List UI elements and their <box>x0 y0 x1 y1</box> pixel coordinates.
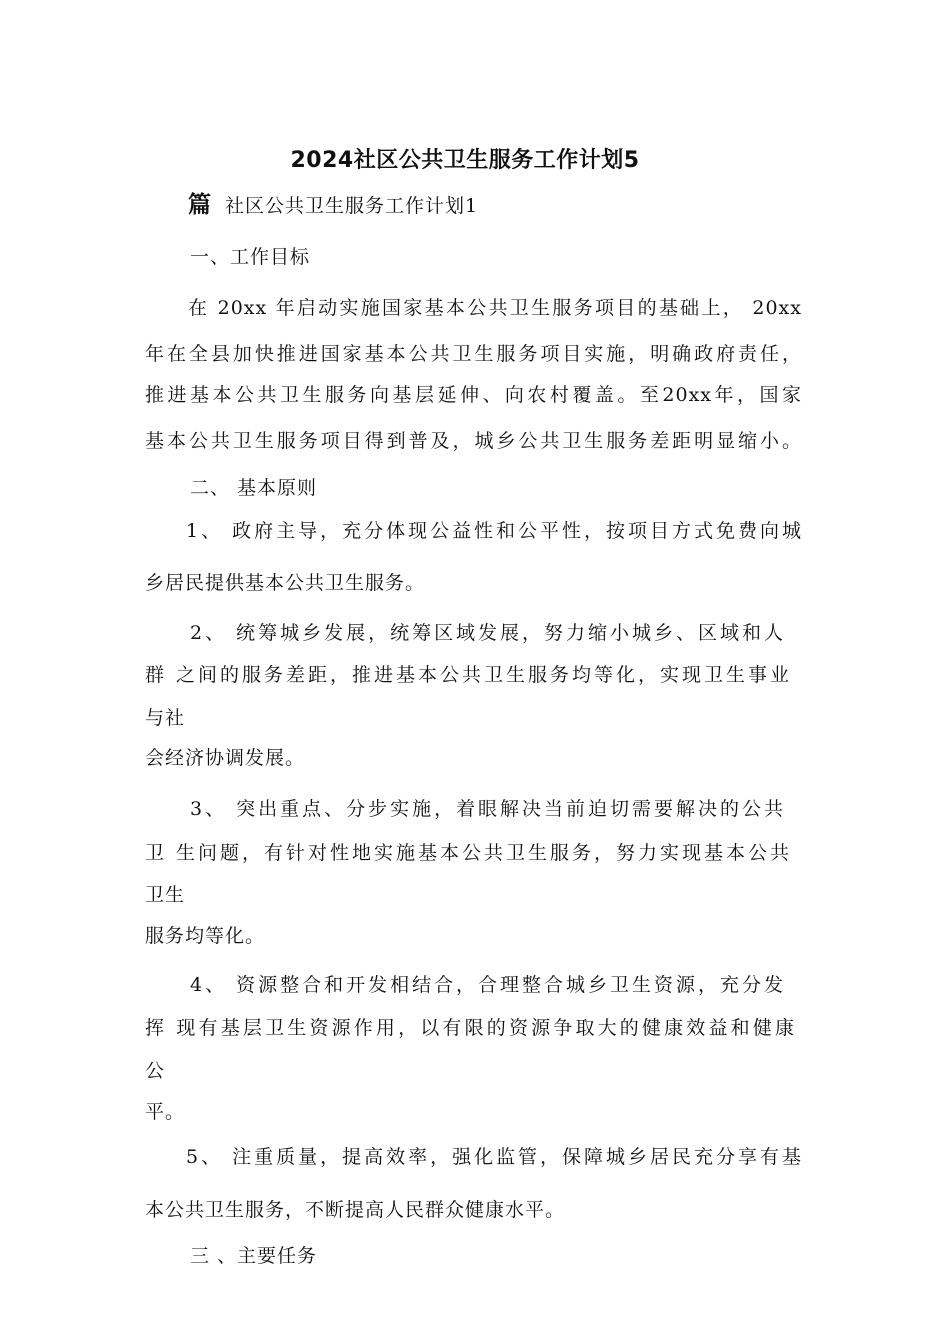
list-item-line: 会经济协调发展。 <box>145 747 306 769</box>
list-item-line: 1、 政府主导，充分体现公益性和公平性，按项目方式免费向城 <box>186 520 802 542</box>
list-item-line: 本公共卫生服务，不断提高人民群众健康水平。 <box>145 1199 566 1221</box>
subtitle-text: 社区公共卫生服务工作计划1 <box>225 195 479 217</box>
list-item-line: 4、 资源整合和开发相结合，合理整合城乡卫生资源，充分发 <box>190 974 784 996</box>
list-item-line: 3、 突出重点、分步实施，着眼解决当前迫切需要解决的公共 <box>190 798 784 820</box>
list-item-line: 卫生 <box>145 884 186 906</box>
section-heading-tasks: 三 、主要任务 <box>190 1245 318 1267</box>
list-item-line: 卫 生问题，有针对性地实施基本公共卫生服务，努力实现基本公共 <box>145 842 790 864</box>
list-item-line: 5、 注重质量，提高效率，强化监管，保障城乡居民充分享有基 <box>186 1146 802 1168</box>
section-heading-principles: 二、 基本原则 <box>190 477 318 499</box>
section-heading-goals: 一、工作目标 <box>190 246 311 268</box>
list-item-line: 公 <box>145 1060 166 1082</box>
list-item-line: 平。 <box>145 1101 186 1123</box>
subtitle-mark: 篇 <box>188 192 211 218</box>
list-item-line: 与社 <box>145 707 186 729</box>
document-subtitle <box>188 186 478 219</box>
paragraph-line: 年在全县加快推进国家基本公共卫生服务项目实施，明确政府责任， <box>145 343 802 365</box>
paragraph-line: 推进基本公共卫生服务向基层延伸、向农村覆盖。至20xx年，国家 <box>145 384 802 406</box>
list-item-line: 乡居民提供基本公共卫生服务。 <box>145 572 426 594</box>
paragraph-line: 在 20xx 年启动实施国家基本公共卫生服务项目的基础上， 20xx <box>188 297 802 319</box>
list-item-line: 群 之间的服务差距，推进基本公共卫生服务均等化，实现卫生事业 <box>145 664 790 686</box>
list-item-line: 服务均等化。 <box>145 925 266 947</box>
paragraph-line: 基本公共卫生服务项目得到普及，城乡公共卫生服务差距明显缩小。 <box>145 430 802 452</box>
list-item-line: 挥 现有基层卫生资源作用，以有限的资源争取大的健康效益和健康 <box>145 1017 795 1039</box>
document-title: 2024社区公共卫生服务工作计划5 <box>290 148 640 173</box>
list-item-line: 2、 统筹城乡发展，统筹区域发展，努力缩小城乡、区域和人 <box>190 622 784 644</box>
